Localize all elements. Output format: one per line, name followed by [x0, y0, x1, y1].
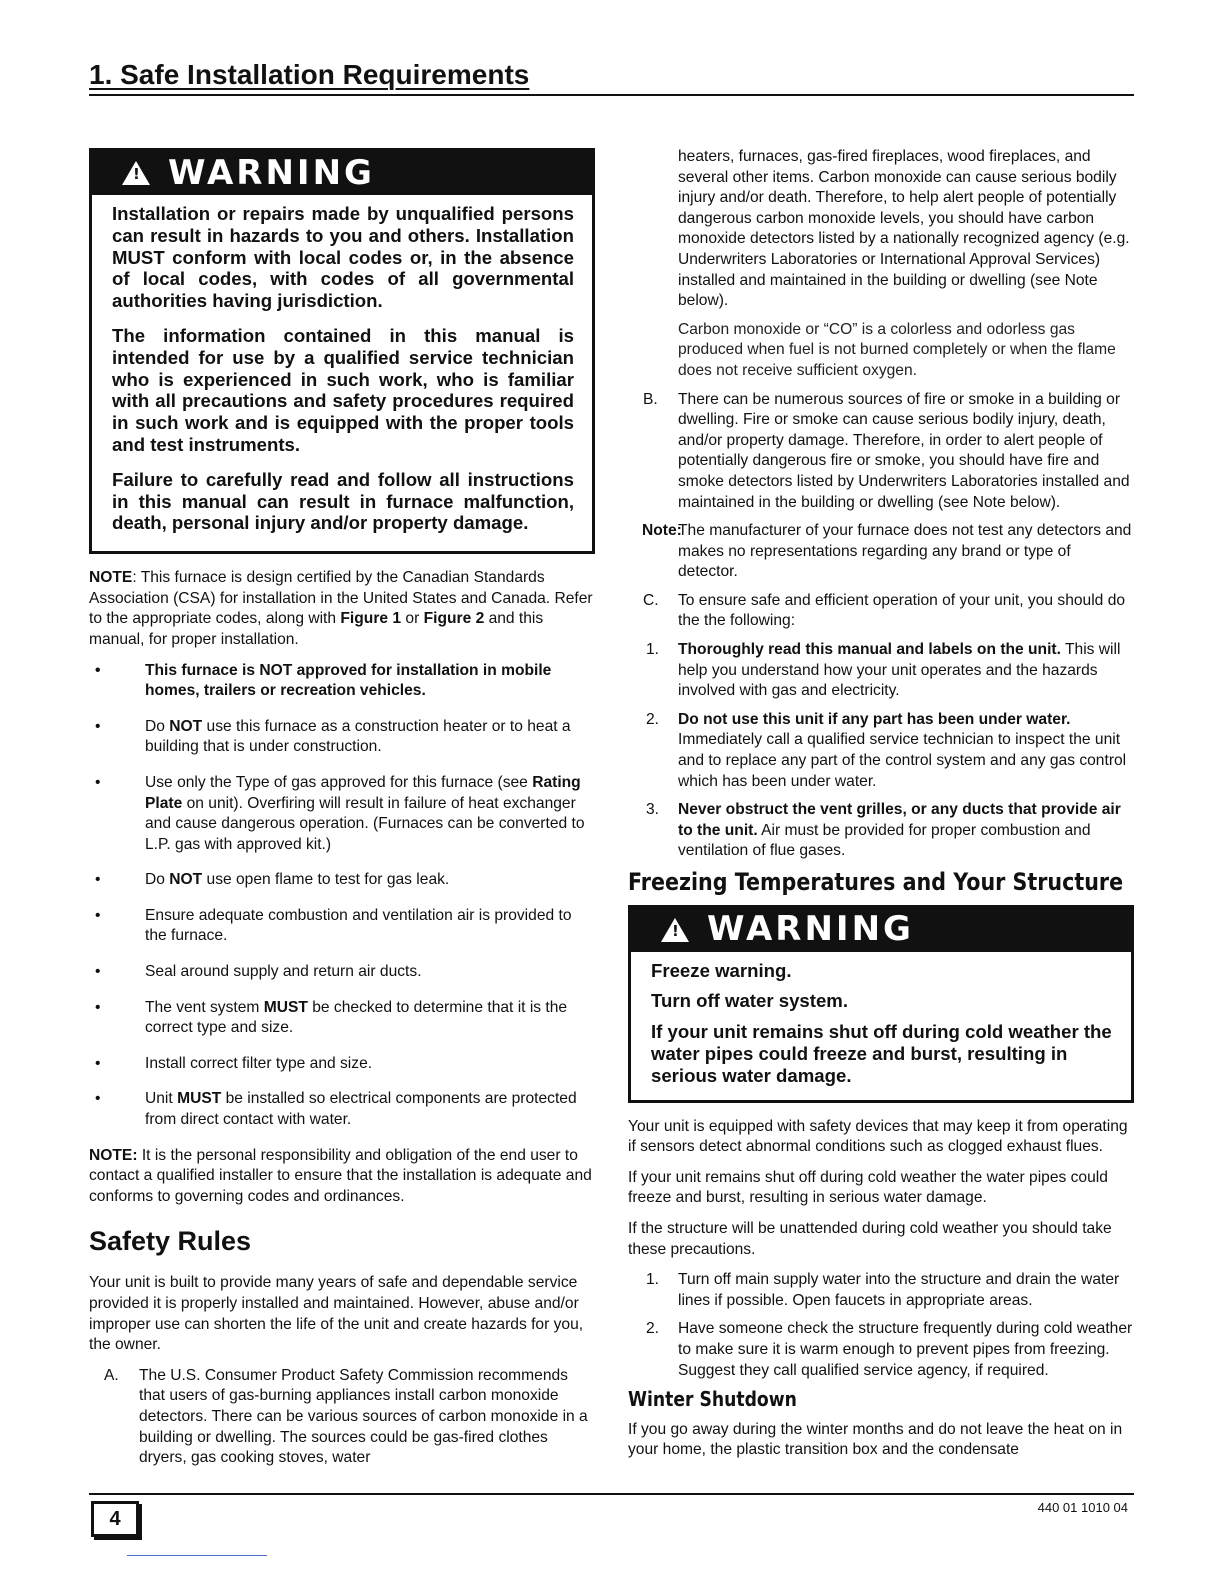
note-label: NOTE: [89, 569, 133, 587]
item-marker: C.: [643, 591, 659, 609]
safety-intro: Your unit is built to provide many years of safe and dependable service provided it is properly installed and maintained. However, abuse and/or improper use can shorten the life of the unit and create hazards for you, the owner.: [89, 1274, 584, 1354]
item-bold-text: Never obstruct the vent grilles, or any ducts that provide air to the unit.: [678, 801, 1121, 839]
warning-label: WARNING: [707, 909, 914, 950]
section-title: 1. Safe Installation Requirements: [89, 56, 1134, 96]
numbered-item-2: [628, 710, 1134, 792]
warning-paragraph: Freeze warning.: [651, 959, 792, 981]
list-item: • Use only the Type of gas approved for this furnace (see Rating Plate on unit). Overfiring will result in failure of heat exchanger and cause dangerous operation. (Furnaces can be converted to L.P. gas with approved kit.): [89, 773, 595, 855]
warning-paragraph: Turn off water system.: [651, 990, 848, 1012]
scan-artifact-line: [127, 1555, 267, 1556]
warning-paragraph: If your unit remains shut off during cold weather the water pipes could freeze and burst, resulting in serious water damage.: [651, 1021, 1112, 1086]
numbered-item-3: [628, 800, 1134, 862]
item-marker: B.: [643, 390, 658, 408]
warning-triangle-icon: [661, 918, 689, 942]
note-text: It is the personal responsibility and obligation of the end user to contact a qualified installer to ensure that the installation is adequate and conforms to governing codes and ordinances.: [89, 1146, 592, 1205]
warning-paragraph: The information contained in this manual is intended for use by a qualified service technician who is experienced in such work, who is familiar with all precautions and safety procedures required in such work and is equipped with the proper tools and test instruments.: [112, 324, 574, 455]
winter-shutdown-heading: Winter Shutdown: [628, 1387, 797, 1412]
item-text: The U.S. Consumer Product Safety Commission recommends that users of gas-burning appliances install carbon monoxide detectors. There can be various sources of carbon monoxide in a building or dwelling. The sources could be gas-fired clothes dryers, gas cooking stoves, water: [139, 1366, 588, 1467]
numbered-item-1: [628, 640, 1134, 702]
installation-warning-box: [89, 148, 595, 554]
warning-banner: [92, 151, 592, 195]
responsibility-note: [89, 1146, 595, 1208]
page-number: 4: [91, 1501, 139, 1537]
item-text: Turn off main supply water into the structure and drain the water lines if possible. Open faucets in appropriate areas.: [678, 1271, 1120, 1309]
footer-rule: [89, 1493, 1134, 1495]
csa-note: [89, 568, 595, 650]
warning-paragraph: Failure to carefully read and follow all instructions in this manual can result in furnace malfunction, death, personal injury and/or property damage.: [112, 468, 574, 534]
freezing-temperatures-heading: Freezing Temperatures and Your Structure: [628, 868, 1124, 896]
item-text: There can be numerous sources of fire or smoke in a building or dwelling. Fire or smoke can cause serious bodily injury, death, and/or property damage. Therefore, in order to alert people of potentially dangerous fire or smoke, you should have fire and smoke detectors listed by Underwriters Laboratories installed and maintained in the building or dwelling (see Note below).: [678, 390, 1130, 511]
list-item: • This furnace is NOT approved for installation in mobile homes, trailers or recreation vehicles.: [89, 661, 595, 702]
item-bold-text: Do not use this unit if any part has been under water.: [678, 710, 1071, 728]
body-paragraph: If your unit remains shut off during cold weather the water pipes could freeze and burst, resulting in serious water damage.: [628, 1168, 1108, 1207]
item-marker: 2.: [646, 710, 660, 728]
figure-1-ref: Figure 1: [340, 610, 402, 628]
list-item: • Ensure adequate combustion and ventilation air is provided to the furnace.: [89, 906, 595, 947]
safety-rules-heading: Safety Rules: [89, 1226, 252, 1257]
warning-banner: [631, 908, 1131, 952]
list-item: • The vent system MUST be checked to determine that it is the correct type and size.: [89, 998, 595, 1039]
item-marker: 3.: [646, 801, 660, 819]
document-number: 440 01 1010 04: [1037, 1500, 1128, 1515]
installation-requirements-list: [89, 661, 595, 1131]
note-text: The manufacturer of your furnace does not test any detectors and makes no representations regarding any brand or type of detector.: [678, 522, 1132, 581]
list-item: • Do NOT use open flame to test for gas leak.: [89, 870, 595, 891]
list-item: • Unit MUST be installed so electrical components are protected from direct contact with water.: [89, 1089, 595, 1130]
co-definition: Carbon monoxide or “CO” is a colorless and odorless gas produced when fuel is not burned completely or when the flame does not receive sufficient oxygen.: [678, 320, 1116, 379]
freeze-warning-box: [628, 905, 1134, 1103]
list-item: • Install correct filter type and size.: [89, 1054, 595, 1075]
body-paragraph: If you go away during the winter months and do not leave the heat on in your home, the plastic transition box and the condensate: [628, 1420, 1123, 1459]
item-a-continued: heaters, furnaces, gas-fired fireplaces, wood fireplaces, and several other items. Carbon monoxide can cause serious bodily injury and/or death. Therefore, to help alert people of potentially dangerous carbon monoxide levels, you should have carbon monoxide detectors listed by a nationally recognized agency (e.g. Underwriters Laboratories or International Approval Services) installed and maintained in the building or dwelling (see Note below).: [678, 148, 1130, 310]
item-text: Air must be provided for proper combustion and ventilation of flue gases.: [678, 821, 1091, 860]
note-text: and this manual, for proper installation.: [89, 610, 544, 648]
precaution-item-1: [628, 1270, 1134, 1311]
note-text: : This furnace is design certified by the Canadian Standards Association (CSA) for installation in the United States and Canada. Refer to the appropriate codes, along with: [89, 569, 593, 628]
warning-label: WARNING: [168, 152, 375, 193]
lettered-item-a: [89, 1366, 595, 1469]
item-marker: 1.: [646, 1271, 660, 1289]
item-text: Have someone check the structure frequently during cold weather to make sure it is warm enough to prevent pipes from freezing. Suggest they call qualified service agency, if required.: [678, 1320, 1133, 1379]
right-column: [628, 148, 1134, 1471]
item-marker: 2.: [646, 1320, 660, 1338]
precaution-item-2: [628, 1319, 1134, 1381]
warning-paragraph: Installation or repairs made by unqualified persons can result in hazards to you and others. Installation MUST conform with local codes or, in the absence of local codes, with codes of all governmental authorities having jurisdiction.: [112, 203, 574, 312]
item-marker: A.: [104, 1366, 119, 1384]
item-text: Immediately call a qualified service technician to inspect the unit and to replace any part of the control system and any gas control which has been under water.: [678, 731, 1127, 790]
lettered-item-c: [628, 591, 1134, 632]
item-text: This will help you understand how your unit operates and the hazards involved with gas and electricity.: [678, 641, 1121, 700]
item-marker: 1.: [646, 641, 660, 659]
body-paragraph: If the structure will be unattended during cold weather you should take these precautions.: [628, 1219, 1112, 1258]
detector-note: [628, 521, 1134, 583]
list-item: • Do NOT use this furnace as a construction heater or to heat a building that is under construction.: [89, 717, 595, 758]
item-bold-text: Thoroughly read this manual and labels on the unit.: [678, 641, 1061, 659]
body-paragraph: Your unit is equipped with safety devices that may keep it from operating if sensors detect abnormal conditions such as clogged exhaust flues.: [628, 1117, 1128, 1156]
warning-text: [92, 195, 592, 551]
note-label: Note:: [642, 522, 682, 540]
left-column: [89, 148, 595, 1477]
item-text: To ensure safe and efficient operation of your unit, you should do the the following:: [678, 591, 1126, 630]
figure-2-ref: Figure 2: [423, 610, 485, 628]
note-text: or: [401, 610, 424, 628]
warning-triangle-icon: [122, 161, 150, 185]
note-label: NOTE:: [89, 1146, 138, 1164]
list-item: • Seal around supply and return air ducts.: [89, 962, 595, 983]
warning-text: [631, 952, 1131, 1100]
lettered-item-b: [628, 390, 1134, 514]
